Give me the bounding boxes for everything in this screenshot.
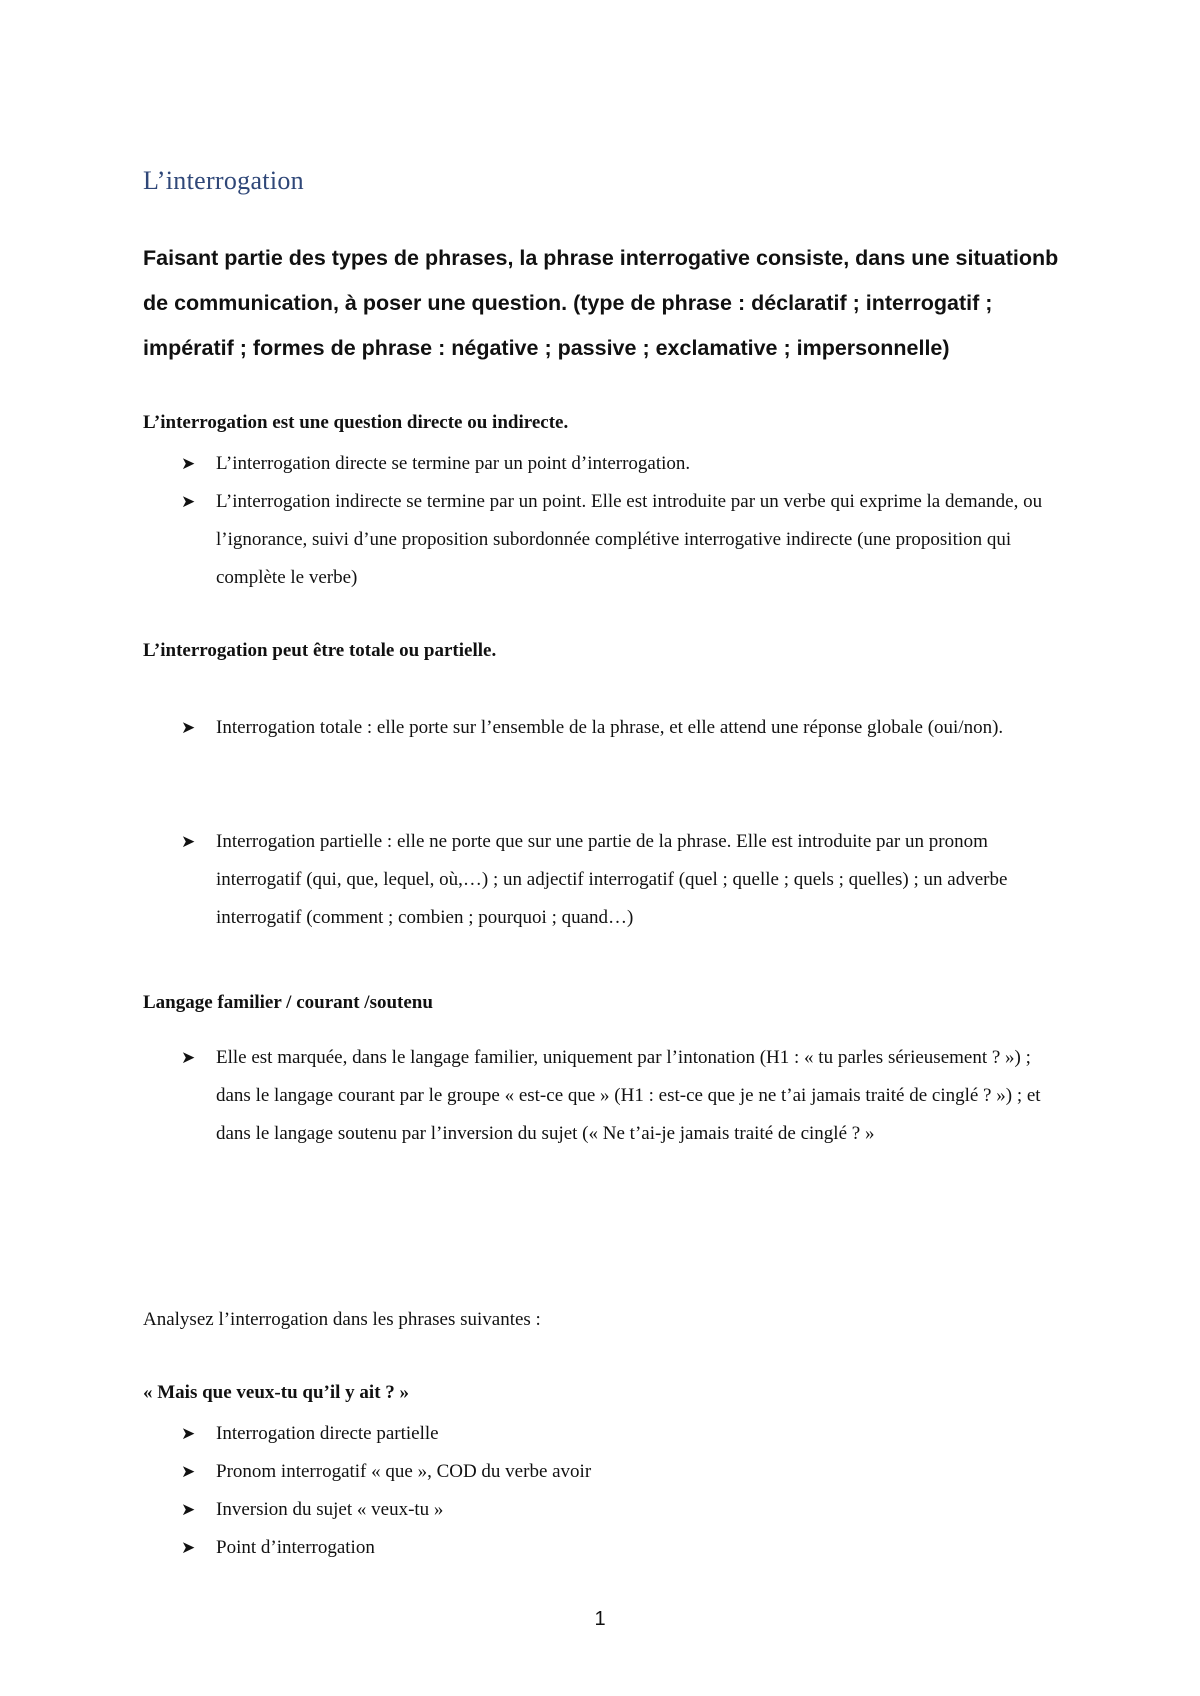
section2-list-b [0, 823, 1200, 937]
list-item-text: Point d’interrogation [216, 1537, 375, 1558]
list-item [0, 823, 1056, 937]
list-item-text: Interrogation partielle : elle ne porte que sur une partie de la phrase. Elle est introduite par un pronom interrogatif (qui, que, lequel, où,…) ; un adjectif interrogatif (quel ; quelle ; quels ; quelles) ; un adverbe interrogatif (comment ; combien ; pourquoi ; quand…) [216, 831, 1008, 928]
exercise-instruction: Analysez l’interrogation dans les phrases suivantes : [143, 1309, 541, 1330]
arrow-bullet-icon: ➤ [181, 454, 196, 473]
list-item-text: Interrogation directe partielle [216, 1423, 439, 1444]
exercise-sentence: « Mais que veux-tu qu’il y ait ? » [143, 1382, 410, 1403]
arrow-bullet-icon: ➤ [181, 1462, 196, 1481]
arrow-bullet-icon: ➤ [181, 718, 196, 737]
arrow-bullet-icon: ➤ [181, 1500, 196, 1519]
list-item [0, 483, 1056, 597]
list-item [0, 445, 1056, 483]
arrow-bullet-icon: ➤ [181, 1538, 196, 1557]
list-item-text: Pronom interrogatif « que », COD du verbe avoir [216, 1461, 592, 1482]
section1-list [0, 445, 1200, 597]
section1-heading: L’interrogation est une question directe ou indirecte. [143, 412, 569, 433]
list-item [0, 709, 1056, 747]
arrow-bullet-icon: ➤ [181, 832, 196, 851]
arrow-bullet-icon: ➤ [181, 492, 196, 511]
section3-list [0, 1039, 1200, 1153]
exercise-list [0, 1415, 1200, 1567]
page-number: 1 [594, 1608, 606, 1630]
arrow-bullet-icon: ➤ [181, 1424, 196, 1443]
list-item [0, 1039, 1056, 1153]
list-item-text: Elle est marquée, dans le langage familier, uniquement par l’intonation (H1 : « tu parles sérieusement ? ») ; dans le langage courant par le groupe « est-ce que » (H1 : est-ce que je ne t’ai jamais traité de cinglé ? ») ; et dans le langage soutenu par l’inversion du sujet (« Ne t’ai-je jamais traité de cinglé ? » [216, 1047, 1041, 1144]
section3-heading: Langage familier / courant /soutenu [143, 992, 433, 1013]
page-title: L’interrogation [143, 166, 304, 195]
list-item-text: L’interrogation indirecte se termine par un point. Elle est introduite par un verbe qui exprime la demande, ou l’ignorance, suivi d’une proposition subordonnée complétive interrogative indirecte (une proposition qui complète le verbe) [216, 491, 1043, 588]
list-item [0, 1529, 1056, 1567]
list-item [0, 1453, 1056, 1491]
list-item-text: Inversion du sujet « veux-tu » [216, 1499, 444, 1520]
list-item-text: L’interrogation directe se termine par un point d’interrogation. [216, 453, 691, 474]
list-item [0, 1415, 1056, 1453]
arrow-bullet-icon: ➤ [181, 1048, 196, 1067]
list-item-text: Interrogation totale : elle porte sur l’ensemble de la phrase, et elle attend une réponse globale (oui/non). [216, 717, 1004, 738]
section2-list-a [0, 709, 1200, 747]
intro-paragraph: Faisant partie des types de phrases, la phrase interrogative consiste, dans une situationb de communication, à poser une question. (type de phrase : déclaratif ; interrogatif ; impératif ; formes de phrase : négative ; passive ; exclamative ; impersonnelle) [143, 246, 1059, 360]
section2-heading: L’interrogation peut être totale ou partielle. [143, 640, 497, 661]
list-item [0, 1491, 1056, 1529]
